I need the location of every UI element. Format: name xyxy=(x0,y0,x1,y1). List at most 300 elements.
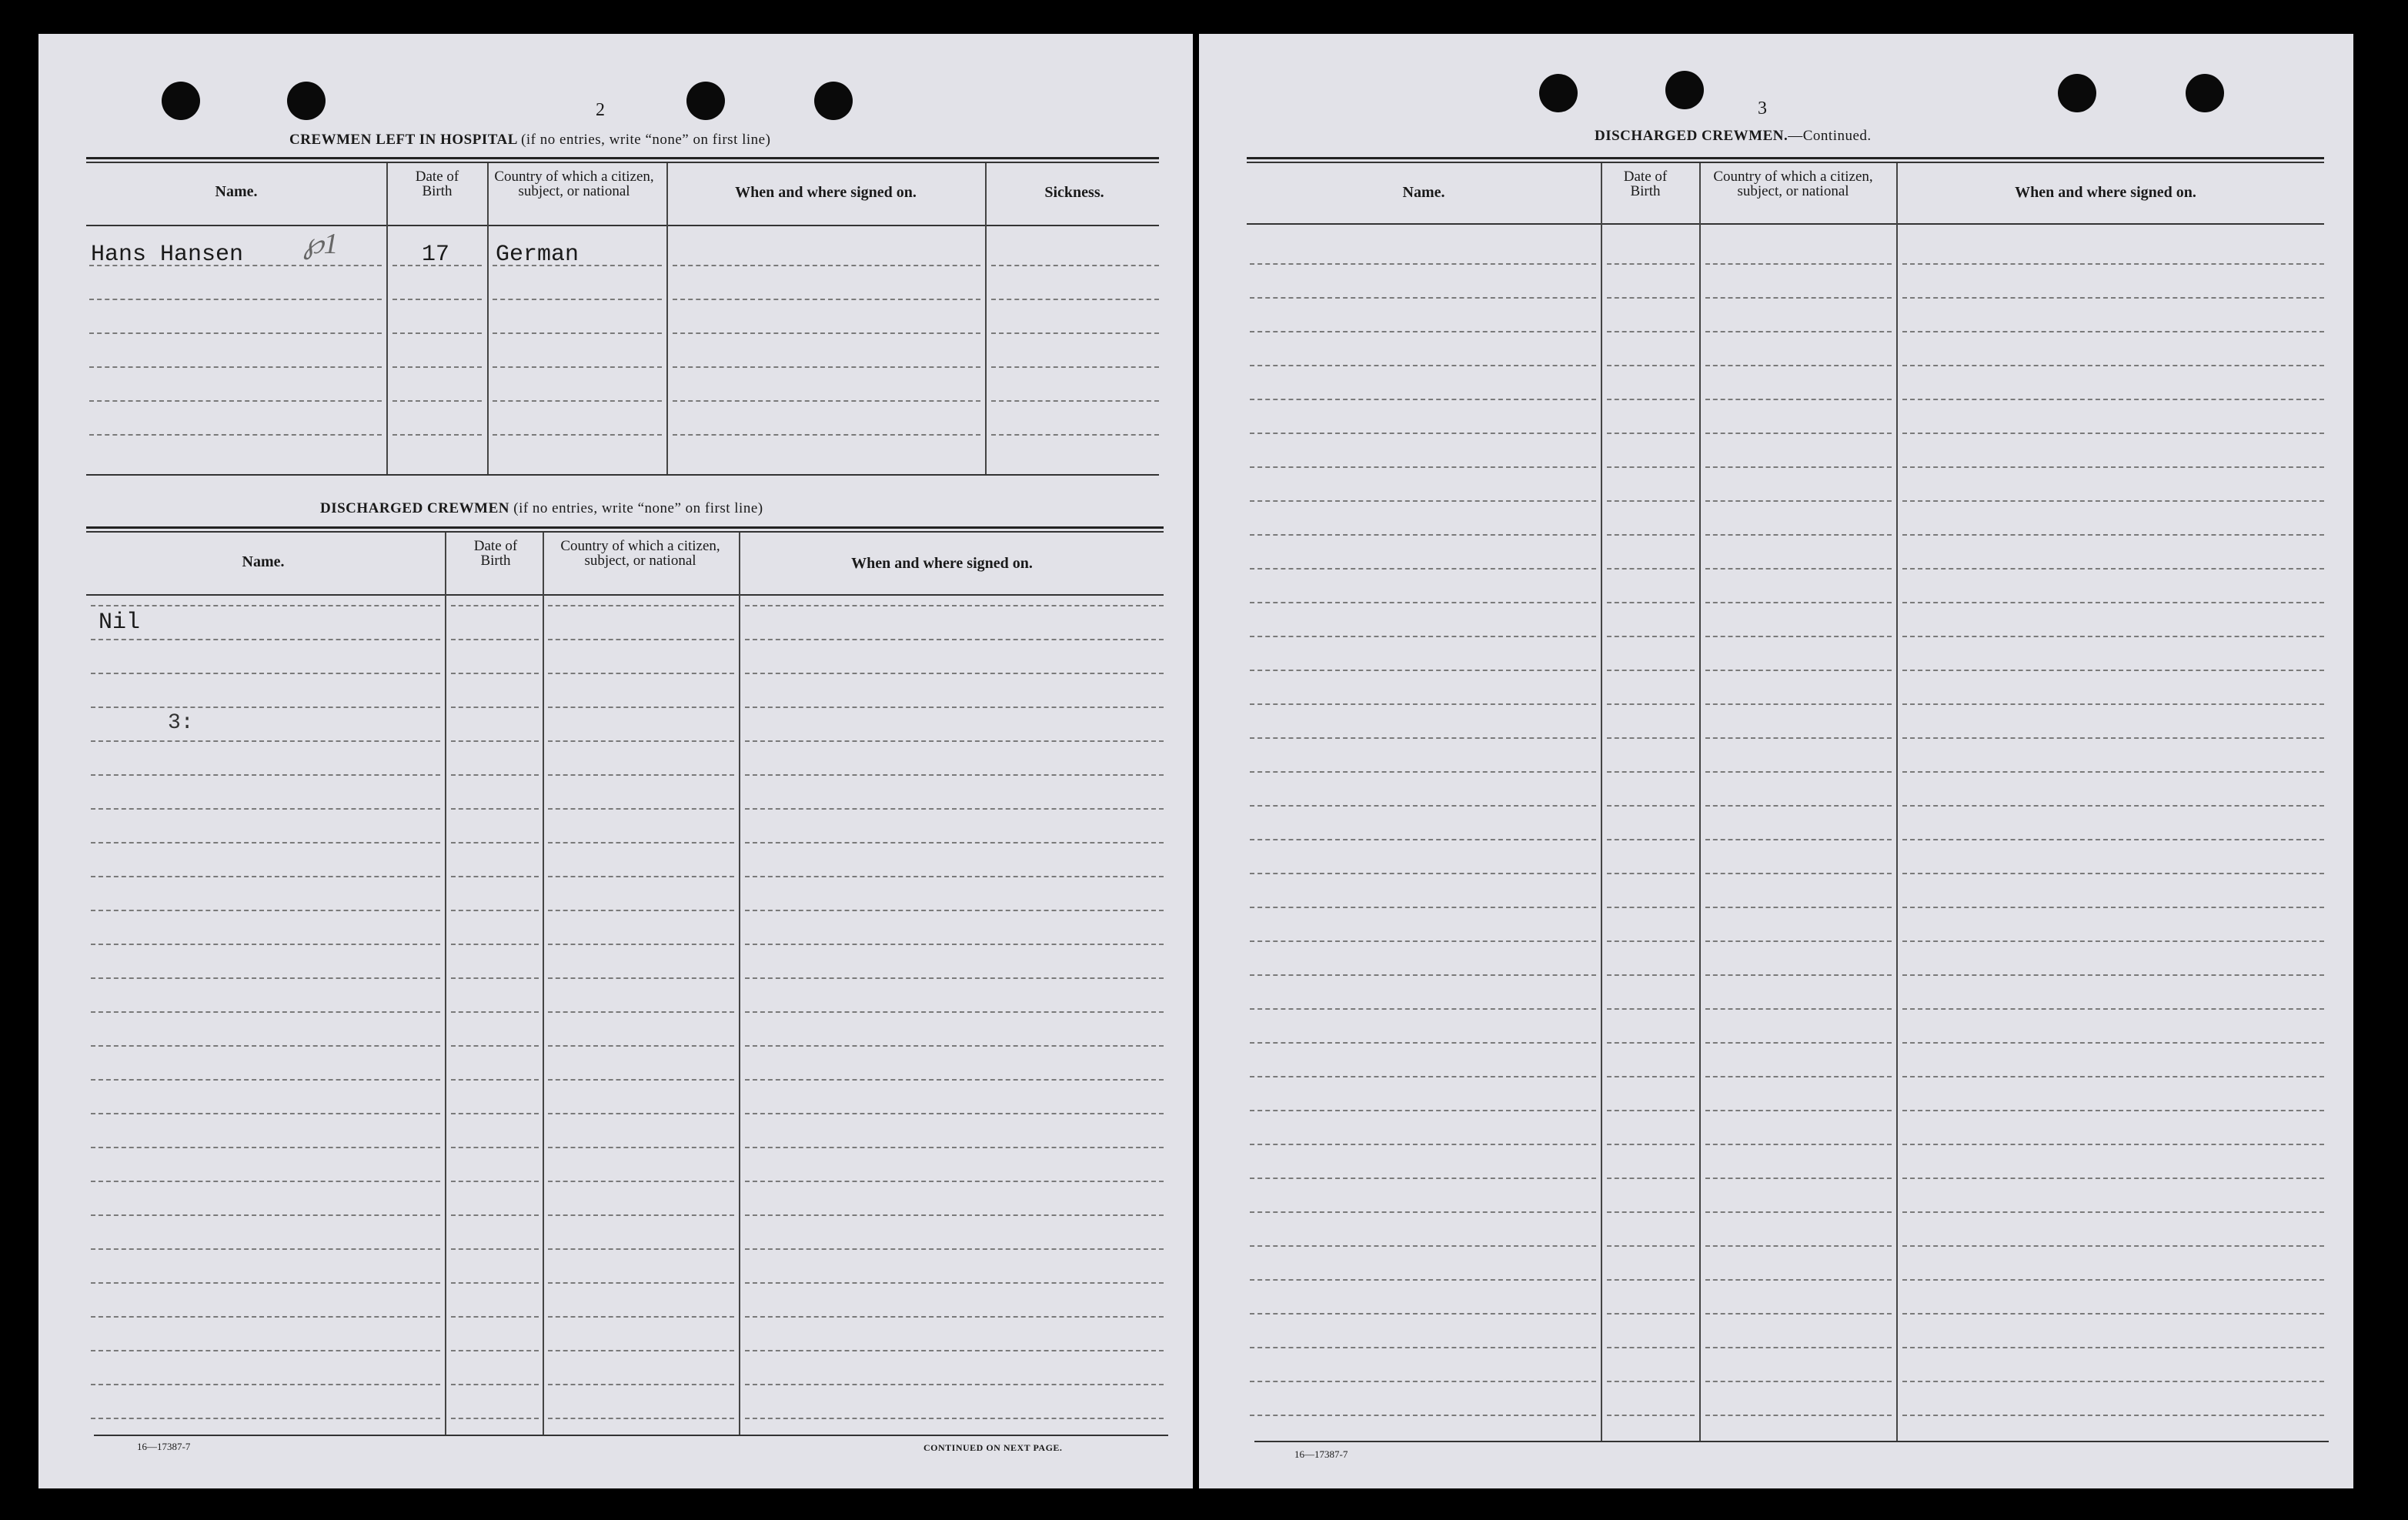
entry-line xyxy=(1250,873,1596,874)
entry-line xyxy=(1902,1211,2324,1213)
entry-line xyxy=(1902,500,2324,502)
entry-line xyxy=(451,910,539,911)
entry-line xyxy=(745,808,1164,810)
entry-line xyxy=(1705,703,1892,705)
hospital-entry-date-of-birth: 17 xyxy=(422,242,450,268)
col-header-name: Name. xyxy=(242,553,285,570)
entry-line xyxy=(89,400,382,402)
entry-line xyxy=(1705,433,1892,434)
entry-line xyxy=(1607,1279,1695,1281)
entry-line xyxy=(1250,297,1596,299)
entry-line xyxy=(1250,1313,1596,1315)
rule xyxy=(86,474,1159,476)
entry-line xyxy=(1250,940,1596,942)
entry-line xyxy=(1705,839,1892,840)
entry-line xyxy=(1902,703,2324,705)
entry-line xyxy=(1250,500,1596,502)
discharged-section-title: DISCHARGED CREWMEN (if no entries, write “none” on first line) xyxy=(320,500,763,516)
entry-line xyxy=(745,774,1164,776)
entry-line xyxy=(451,740,539,742)
entry-line xyxy=(1607,602,1695,603)
entry-line xyxy=(1902,839,2324,840)
rule xyxy=(86,526,1164,529)
entry-line xyxy=(1705,873,1892,874)
entry-line xyxy=(451,977,539,979)
col-header-signed-on: When and where signed on. xyxy=(2015,184,2196,201)
entry-line xyxy=(1607,466,1695,468)
entry-line xyxy=(1705,1110,1892,1111)
entry-line xyxy=(745,1248,1164,1250)
entry-line xyxy=(991,400,1159,402)
punch-hole xyxy=(2058,74,2096,112)
entry-line xyxy=(548,1316,734,1318)
entry-line xyxy=(1250,974,1596,976)
entry-line xyxy=(91,1113,440,1114)
entry-line xyxy=(1705,907,1892,908)
entry-line xyxy=(91,1181,440,1182)
entry-line xyxy=(1250,466,1596,468)
col-header-sickness: Sickness. xyxy=(1044,184,1104,201)
entry-line xyxy=(1607,839,1695,840)
entry-line xyxy=(1902,602,2324,603)
entry-line xyxy=(392,299,482,300)
entry-line xyxy=(1902,1178,2324,1179)
entry-line xyxy=(451,1384,539,1385)
entry-line xyxy=(1705,1245,1892,1247)
entry-line xyxy=(548,673,734,674)
entry-line xyxy=(745,1181,1164,1182)
entry-line xyxy=(1705,636,1892,637)
entry-line xyxy=(1902,1381,2324,1382)
entry-line xyxy=(548,1147,734,1148)
entry-line xyxy=(745,1045,1164,1047)
entry-line xyxy=(1902,297,2324,299)
entry-line xyxy=(745,1011,1164,1013)
entry-line xyxy=(451,1011,539,1013)
entry-line xyxy=(1607,1042,1695,1044)
entry-line xyxy=(451,774,539,776)
handwritten-mark: 3: xyxy=(168,711,194,735)
entry-line xyxy=(451,707,539,708)
entry-line xyxy=(1607,1347,1695,1348)
entry-line xyxy=(1705,805,1892,807)
entry-line xyxy=(1902,433,2324,434)
entry-line xyxy=(451,944,539,945)
entry-line xyxy=(1607,1076,1695,1077)
column-divider xyxy=(985,163,987,476)
hospital-section-title: CREWMEN LEFT IN HOSPITAL (if no entries, write “none” on first line) xyxy=(289,132,771,148)
entry-line xyxy=(745,740,1164,742)
entry-line xyxy=(1607,1144,1695,1145)
entry-line xyxy=(745,707,1164,708)
entry-line xyxy=(1607,974,1695,976)
entry-line xyxy=(1607,1110,1695,1111)
entry-line xyxy=(745,1316,1164,1318)
punch-hole xyxy=(814,82,853,120)
entry-line xyxy=(1902,1279,2324,1281)
entry-line xyxy=(1705,500,1892,502)
entry-line xyxy=(1607,873,1695,874)
entry-line xyxy=(1607,1008,1695,1010)
entry-line xyxy=(1250,602,1596,603)
entry-line xyxy=(1607,805,1695,807)
entry-line xyxy=(1250,1347,1596,1348)
entry-line xyxy=(548,639,734,640)
entry-line xyxy=(1705,1144,1892,1145)
entry-line xyxy=(91,1248,440,1250)
entry-line xyxy=(451,1079,539,1081)
entry-line xyxy=(745,1147,1164,1148)
rule xyxy=(86,162,1159,163)
entry-line xyxy=(1705,263,1892,265)
col-header-signed-on: When and where signed on. xyxy=(735,184,917,201)
entry-line xyxy=(548,1384,734,1385)
entry-line xyxy=(91,977,440,979)
column-divider xyxy=(1601,163,1602,1441)
entry-line xyxy=(493,400,662,402)
entry-line xyxy=(745,1282,1164,1284)
entry-line xyxy=(673,400,980,402)
entry-line xyxy=(1250,1178,1596,1179)
entry-line xyxy=(451,639,539,640)
page-number: 2 xyxy=(596,100,605,120)
entry-line xyxy=(745,876,1164,877)
entry-line xyxy=(91,707,440,708)
entry-line xyxy=(745,944,1164,945)
entry-line xyxy=(451,1248,539,1250)
entry-line xyxy=(1705,670,1892,671)
form-number: 16—17387-7 xyxy=(1294,1448,1348,1460)
entry-line xyxy=(1902,1415,2324,1416)
column-divider xyxy=(1896,163,1898,1441)
entry-line xyxy=(1902,466,2324,468)
entry-line xyxy=(991,265,1159,266)
entry-line xyxy=(1607,433,1695,434)
column-divider xyxy=(666,163,668,476)
entry-line xyxy=(1705,602,1892,603)
entry-line xyxy=(1902,805,2324,807)
entry-line xyxy=(745,1350,1164,1351)
rule xyxy=(1247,157,2324,159)
entry-line xyxy=(451,1418,539,1419)
entry-line xyxy=(1705,568,1892,570)
entry-line xyxy=(392,400,482,402)
entry-line xyxy=(1250,805,1596,807)
entry-line xyxy=(991,332,1159,334)
punch-hole xyxy=(2186,74,2224,112)
entry-line xyxy=(1607,331,1695,332)
entry-line xyxy=(1705,365,1892,366)
entry-line xyxy=(1705,1008,1892,1010)
entry-line xyxy=(1705,297,1892,299)
entry-line xyxy=(548,1079,734,1081)
entry-line xyxy=(1902,873,2324,874)
entry-line xyxy=(89,299,382,300)
entry-line xyxy=(451,842,539,844)
column-divider xyxy=(543,533,544,1435)
entry-line xyxy=(1607,365,1695,366)
rule xyxy=(1254,1441,2329,1442)
entry-line xyxy=(1250,907,1596,908)
entry-line xyxy=(91,774,440,776)
entry-line xyxy=(91,944,440,945)
col-header-name: Name. xyxy=(215,183,258,200)
entry-line xyxy=(1250,365,1596,366)
entry-line xyxy=(1250,534,1596,536)
header-rule xyxy=(86,225,1159,226)
entry-line xyxy=(548,977,734,979)
left-page xyxy=(38,34,1193,1488)
entry-line xyxy=(1902,1076,2324,1077)
entry-line xyxy=(1250,1110,1596,1111)
entry-line xyxy=(745,1384,1164,1385)
entry-line xyxy=(89,366,382,368)
entry-line xyxy=(1607,263,1695,265)
entry-line xyxy=(91,639,440,640)
hospital-entry-country: German xyxy=(496,242,579,268)
punch-hole xyxy=(1665,71,1704,109)
entry-line xyxy=(745,1079,1164,1081)
entry-line xyxy=(451,673,539,674)
column-divider xyxy=(739,533,740,1435)
entry-line xyxy=(451,876,539,877)
entry-line xyxy=(1250,636,1596,637)
entry-line xyxy=(1902,1008,2324,1010)
entry-line xyxy=(91,1418,440,1419)
entry-line xyxy=(1705,1211,1892,1213)
entry-line xyxy=(548,774,734,776)
entry-line xyxy=(673,299,980,300)
rule xyxy=(86,157,1159,159)
entry-line xyxy=(1705,1042,1892,1044)
entry-line xyxy=(1250,771,1596,773)
form-number: 16—17387-7 xyxy=(137,1441,191,1452)
entry-line xyxy=(1902,568,2324,570)
entry-line xyxy=(1902,636,2324,637)
entry-line xyxy=(548,1282,734,1284)
entry-line xyxy=(1705,940,1892,942)
entry-line xyxy=(1902,399,2324,400)
entry-line xyxy=(1607,1245,1695,1247)
entry-line xyxy=(451,1045,539,1047)
punch-hole xyxy=(287,82,326,120)
entry-line xyxy=(1250,1008,1596,1010)
col-header-date-of-birth: Date of Birth xyxy=(1623,169,1668,199)
entry-line xyxy=(1607,737,1695,739)
entry-line xyxy=(91,1045,440,1047)
entry-line xyxy=(548,1045,734,1047)
entry-line xyxy=(1705,1415,1892,1416)
entry-line xyxy=(1705,1313,1892,1315)
entry-line xyxy=(673,434,980,436)
entry-line xyxy=(89,265,382,266)
entry-line xyxy=(1250,263,1596,265)
entry-line xyxy=(451,1113,539,1114)
entry-line xyxy=(1607,1178,1695,1179)
entry-line xyxy=(1607,636,1695,637)
header-rule xyxy=(86,594,1164,596)
entry-line xyxy=(673,366,980,368)
discharged-continued-title: DISCHARGED CREWMEN.—Continued. xyxy=(1595,128,1872,144)
entry-line xyxy=(1250,670,1596,671)
continued-note: CONTINUED ON NEXT PAGE. xyxy=(923,1442,1063,1453)
entry-line xyxy=(91,673,440,674)
entry-line xyxy=(1607,297,1695,299)
entry-line xyxy=(1902,1110,2324,1111)
entry-line xyxy=(1607,703,1695,705)
entry-line xyxy=(745,1214,1164,1216)
entry-line xyxy=(493,434,662,436)
entry-line xyxy=(1250,1144,1596,1145)
entry-line xyxy=(673,332,980,334)
entry-line xyxy=(451,1181,539,1182)
entry-line xyxy=(91,1011,440,1013)
entry-line xyxy=(451,1350,539,1351)
entry-line xyxy=(745,977,1164,979)
entry-line xyxy=(1607,568,1695,570)
entry-line xyxy=(745,639,1164,640)
entry-line xyxy=(1902,670,2324,671)
entry-line xyxy=(493,366,662,368)
entry-line xyxy=(392,434,482,436)
entry-line xyxy=(1902,907,2324,908)
entry-line xyxy=(1607,1415,1695,1416)
entry-line xyxy=(991,366,1159,368)
entry-line xyxy=(1607,940,1695,942)
entry-line xyxy=(1705,1381,1892,1382)
entry-line xyxy=(1902,771,2324,773)
col-header-date-of-birth: Date of Birth xyxy=(415,169,459,199)
entry-line xyxy=(548,605,734,606)
punch-hole xyxy=(686,82,725,120)
col-header-country: Country of which a citizen, subject, or national xyxy=(560,538,720,569)
entry-line xyxy=(91,605,440,606)
entry-line xyxy=(1902,1347,2324,1348)
entry-line xyxy=(91,1316,440,1318)
entry-line xyxy=(548,1113,734,1114)
entry-line xyxy=(451,1316,539,1318)
entry-line xyxy=(1902,1144,2324,1145)
entry-line xyxy=(548,1418,734,1419)
col-header-date-of-birth: Date of Birth xyxy=(473,538,518,569)
entry-line xyxy=(548,808,734,810)
entry-line xyxy=(1902,1313,2324,1315)
entry-line xyxy=(548,944,734,945)
entry-line xyxy=(1250,568,1596,570)
entry-line xyxy=(548,1011,734,1013)
entry-line xyxy=(1250,1245,1596,1247)
entry-line xyxy=(91,808,440,810)
entry-line xyxy=(1705,974,1892,976)
entry-line xyxy=(392,332,482,334)
entry-line xyxy=(745,673,1164,674)
rule xyxy=(86,531,1164,533)
entry-line xyxy=(1705,771,1892,773)
entry-line xyxy=(91,842,440,844)
entry-line xyxy=(1607,907,1695,908)
entry-line xyxy=(548,1248,734,1250)
right-page xyxy=(1199,34,2353,1488)
punch-hole xyxy=(162,82,200,120)
entry-line xyxy=(91,1214,440,1216)
entry-line xyxy=(548,1181,734,1182)
entry-line xyxy=(1607,500,1695,502)
entry-line xyxy=(1250,1211,1596,1213)
punch-hole xyxy=(1539,74,1578,112)
entry-line xyxy=(1250,1381,1596,1382)
entry-line xyxy=(1902,263,2324,265)
entry-line xyxy=(493,299,662,300)
col-header-country: Country of which a citizen, subject, or national xyxy=(494,169,654,199)
entry-line xyxy=(1250,1415,1596,1416)
column-divider xyxy=(1699,163,1701,1441)
hospital-entry-name: Hans Hansen xyxy=(91,242,244,268)
entry-line xyxy=(548,740,734,742)
entry-line xyxy=(1705,534,1892,536)
entry-line xyxy=(392,265,482,266)
entry-line xyxy=(1250,399,1596,400)
col-header-name: Name. xyxy=(1402,184,1445,201)
entry-line xyxy=(1705,1076,1892,1077)
entry-line xyxy=(548,842,734,844)
entry-line xyxy=(1902,940,2324,942)
rule xyxy=(94,1435,1168,1436)
rule xyxy=(1247,162,2324,163)
entry-line xyxy=(1902,534,2324,536)
column-divider xyxy=(487,163,489,476)
entry-line xyxy=(1902,737,2324,739)
entry-line xyxy=(91,740,440,742)
entry-line xyxy=(1607,1211,1695,1213)
entry-line xyxy=(745,910,1164,911)
entry-line xyxy=(451,1282,539,1284)
entry-line xyxy=(89,434,382,436)
entry-line xyxy=(1902,974,2324,976)
entry-line xyxy=(745,1418,1164,1419)
entry-line xyxy=(1607,1381,1695,1382)
entry-line xyxy=(1250,839,1596,840)
entry-line xyxy=(548,1214,734,1216)
entry-line xyxy=(1250,1076,1596,1077)
header-rule xyxy=(1247,223,2324,225)
entry-line xyxy=(991,434,1159,436)
entry-line xyxy=(1705,1178,1892,1179)
entry-line xyxy=(1250,1279,1596,1281)
entry-line xyxy=(745,605,1164,606)
discharged-first-entry: Nil xyxy=(99,610,141,636)
col-header-country: Country of which a citizen, subject, or national xyxy=(1713,169,1873,199)
entry-line xyxy=(673,265,980,266)
entry-line xyxy=(91,910,440,911)
entry-line xyxy=(451,1214,539,1216)
entry-line xyxy=(1902,1042,2324,1044)
entry-line xyxy=(91,1350,440,1351)
entry-line xyxy=(745,1113,1164,1114)
col-header-signed-on: When and where signed on. xyxy=(851,555,1033,572)
entry-line xyxy=(1607,771,1695,773)
entry-line xyxy=(548,910,734,911)
entry-line xyxy=(991,299,1159,300)
entry-line xyxy=(451,605,539,606)
entry-line xyxy=(392,366,482,368)
entry-line xyxy=(1607,534,1695,536)
entry-line xyxy=(451,1147,539,1148)
column-divider xyxy=(386,163,388,476)
entry-line xyxy=(1250,331,1596,332)
entry-line xyxy=(1607,670,1695,671)
entry-line xyxy=(1705,331,1892,332)
entry-line xyxy=(91,1384,440,1385)
